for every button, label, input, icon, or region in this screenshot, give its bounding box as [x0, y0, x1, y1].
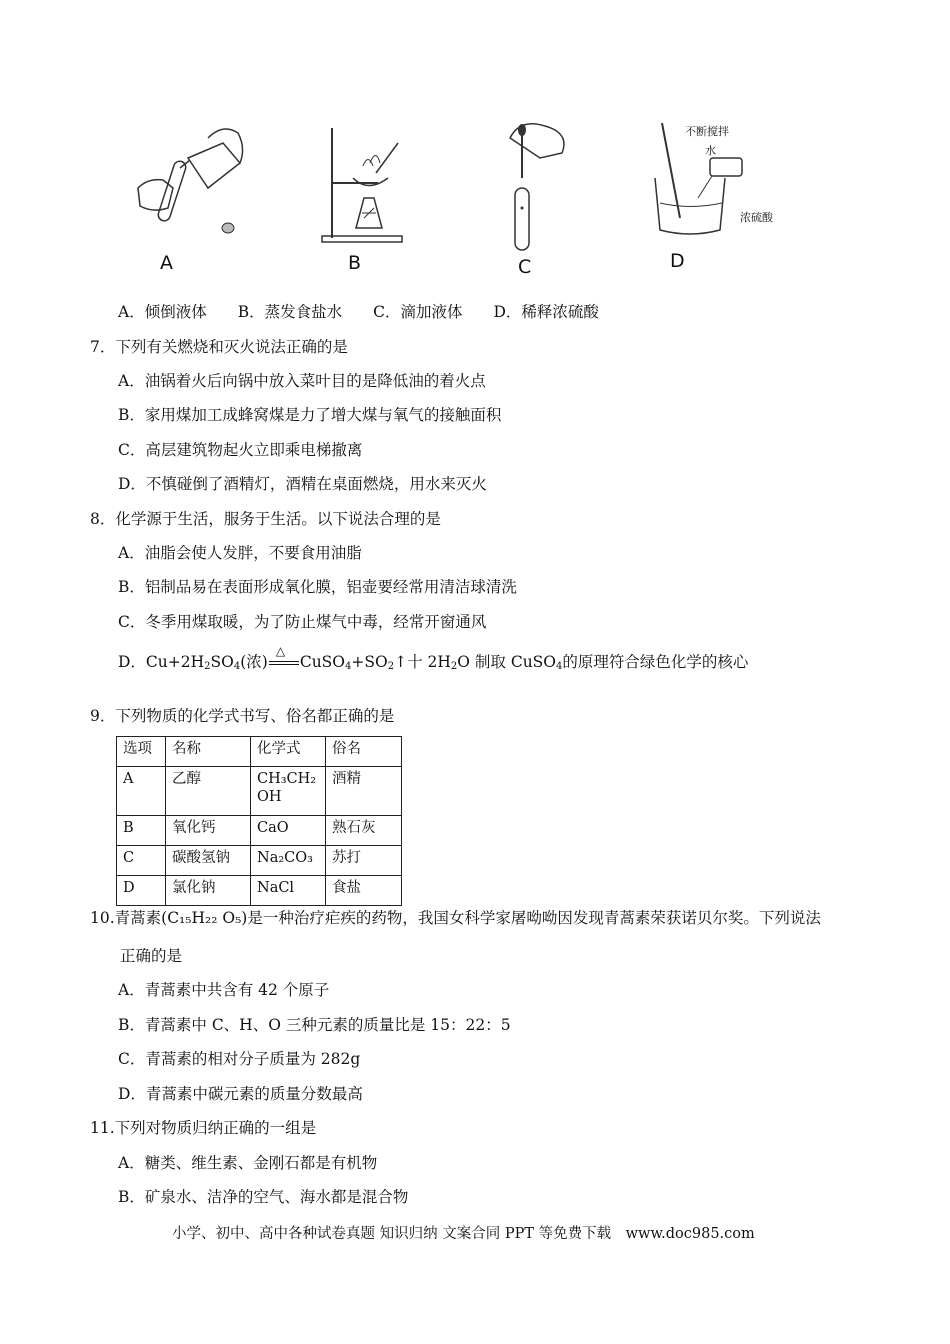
table-cell: D	[117, 876, 166, 906]
figure-d-label: D	[670, 250, 685, 272]
q11-option-a: A．糖类、维生素、金刚石都是有机物	[118, 1154, 378, 1172]
table-header: 化学式	[251, 737, 326, 767]
page-footer: 小学、初中、高中各种试卷真题 知识归纳 文案合同 PPT 等免费下载 www.doc985.com	[172, 1226, 755, 1242]
table-row	[117, 876, 402, 906]
figure-b-evaporating	[318, 118, 418, 278]
figure-a-label: A	[160, 252, 173, 274]
q10-option-a: A．青蒿素中共含有 42 个原子	[118, 981, 330, 999]
table-cell: 碳酸氢钠	[166, 846, 251, 876]
table-header: 俗名	[326, 737, 402, 767]
q10-stem-line2: 正确的是	[120, 947, 183, 965]
table-cell: CaO	[251, 816, 326, 846]
q7-option-d: D．不慎碰倒了酒精灯，酒精在桌面燃烧，用水来灭火	[118, 475, 487, 493]
table-row	[117, 816, 402, 846]
q9-table	[116, 736, 402, 906]
table-cell: NaCl	[251, 876, 326, 906]
table-cell: 酒精	[326, 767, 402, 816]
q7-option-b: B．家用煤加工成蜂窝煤是力了增大煤与氧气的接触面积	[118, 406, 502, 424]
q10-option-b: B．青蒿素中 C、H、O 三种元素的质量比是 15：22：5	[118, 1016, 511, 1034]
figure-a-pouring-liquid	[128, 118, 248, 278]
table-row	[117, 767, 402, 816]
figure-c-label: C	[518, 256, 532, 278]
q7-option-c: C．高层建筑物起火立即乘电梯撤离	[118, 441, 363, 459]
q10-option-d: D．青蒿素中碳元素的质量分数最高	[118, 1085, 363, 1103]
q8-option-c: C．冬季用煤取暖，为了防止煤气中毒，经常开窗通风	[118, 613, 487, 631]
q11-option-b: B．矿泉水、洁净的空气、海水都是混合物	[118, 1188, 409, 1206]
table-cell: 食盐	[326, 876, 402, 906]
heat-condition: △	[268, 652, 300, 672]
figure-d-text-water: 水	[705, 144, 716, 157]
q8-stem: 8．化学源于生活，服务于生活。以下说法合理的是	[90, 510, 441, 528]
table-cell: 氯化钠	[166, 876, 251, 906]
table-header-row	[117, 737, 402, 767]
figure-d-text-acid: 浓硫酸	[740, 211, 773, 224]
q6-options: A．倾倒液体 B．蒸发食盐水 C．滴加液体 D．稀释浓硫酸	[118, 303, 599, 321]
table-header: 名称	[166, 737, 251, 767]
table-row	[117, 846, 402, 876]
table-cell: Na₂CO₃	[251, 846, 326, 876]
table-cell: 氧化钙	[166, 816, 251, 846]
figure-c-dropping-liquid	[500, 118, 580, 278]
figure-d-text-stir: 不断搅拌	[685, 125, 729, 138]
figure-b-label: B	[348, 252, 362, 274]
q8-option-d: D．$Cu+2H_2SO_4$(浓) △ $CuSO_4+SO_2↑$十 $2H_2O$ 制取 CuSO$_4$的原理符合绿色化学的核心	[118, 644, 749, 672]
q10-stem-line1: 10.青蒿素(C₁₅H₂₂ O₅)是一种治疗疟疾的药物，我国女科学家屠呦呦因发现青蒿素荣获诺贝尔奖。下列说法	[90, 909, 821, 927]
q10-option-c: C．青蒿素的相对分子质量为 282g	[118, 1050, 361, 1068]
q9-stem: 9．下列物质的化学式书写、俗名都正确的是	[90, 707, 395, 725]
table-cell: 乙醇	[166, 767, 251, 816]
table-cell: B	[117, 816, 166, 846]
q8-option-a: A．油脂会使人发胖，不要食用油脂	[118, 544, 362, 562]
q8-option-b: B．铝制品易在表面形成氧化膜，铝壶要经常用清洁球清洗	[118, 578, 517, 596]
table-cell: CH₃CH₂OH	[251, 767, 326, 816]
q11-stem: 11.下列对物质归纳正确的一组是	[90, 1119, 317, 1137]
table-cell: 苏打	[326, 846, 402, 876]
table-header: 选项	[117, 737, 166, 767]
q7-option-a: A．油锅着火后向锅中放入菜叶目的是降低油的着火点	[118, 372, 486, 390]
table-cell: C	[117, 846, 166, 876]
q7-stem: 7．下列有关燃烧和灭火说法正确的是	[90, 338, 348, 356]
table-cell: A	[117, 767, 166, 816]
table-cell: 熟石灰	[326, 816, 402, 846]
